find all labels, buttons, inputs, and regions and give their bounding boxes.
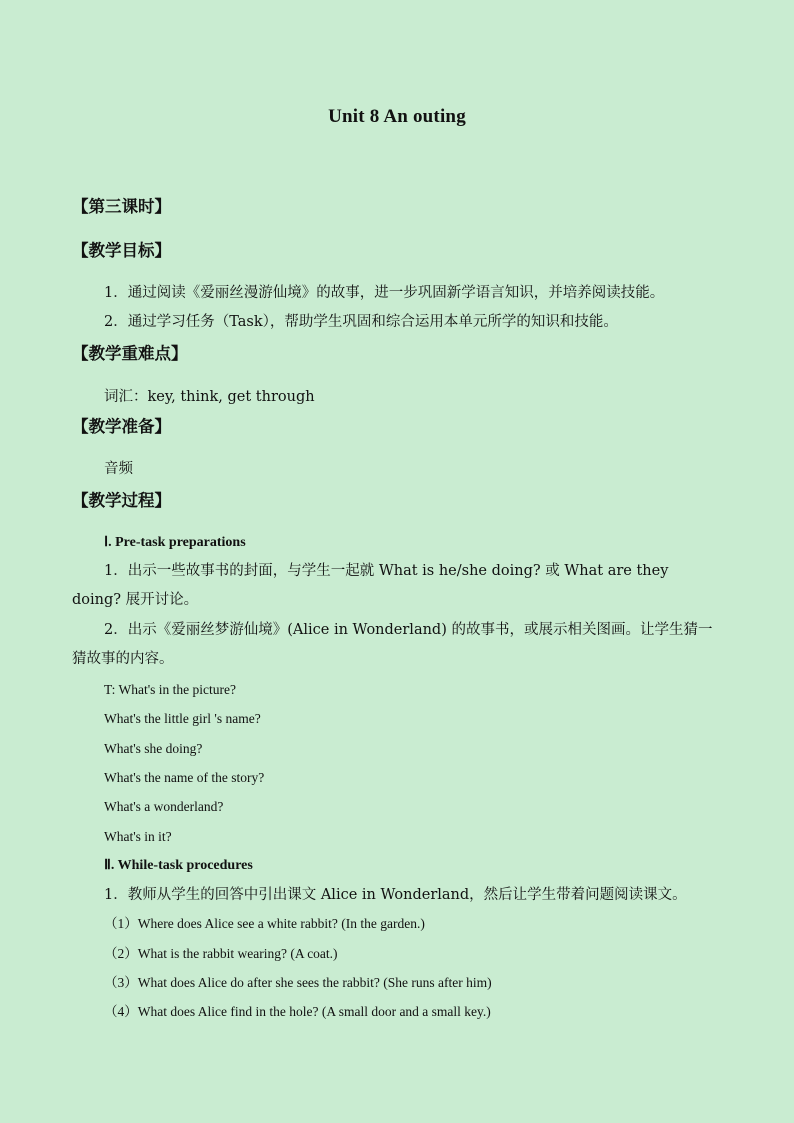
pre-task-heading: Ⅰ. Pre-task preparations xyxy=(104,535,246,550)
pre-task-item-2: 2．出示《爱丽丝梦游仙境》(Alice in Wonderland) 的故事书，或展示相关图画。让学生猜一猜故事的内容。 xyxy=(72,622,713,667)
heading-lesson: 【第三课时】 xyxy=(72,197,171,216)
pre-task-question: What's a wonderland? xyxy=(104,799,224,814)
pre-task-question: What's in it? xyxy=(104,829,172,844)
while-task-heading: Ⅱ. While-task procedures xyxy=(104,858,253,873)
pre-task-question: T: What's in the picture? xyxy=(104,682,236,697)
objective-item-2: 2．通过学习任务（Task），帮助学生巩固和综合运用本单元所学的知识和技能。 xyxy=(104,314,618,330)
heading-preparation: 【教学准备】 xyxy=(72,417,171,436)
while-task-question: （4）What does Alice find in the hole? (A small door and a small key.) xyxy=(104,1004,491,1019)
preparation-text: 音频 xyxy=(104,461,133,477)
while-task-question: （3）What does Alice do after she sees the rabbit? (She runs after him) xyxy=(104,975,492,990)
pre-task-question: What's the little girl 's name? xyxy=(104,711,261,726)
heading-key-points: 【教学重难点】 xyxy=(72,344,188,363)
while-task-question: （1）Where does Alice see a white rabbit? (In the garden.) xyxy=(104,916,425,931)
pre-task-question: What's she doing? xyxy=(104,741,203,756)
objective-item-1: 1．通过阅读《爱丽丝漫游仙境》的故事，进一步巩固新学语言知识，并培养阅读技能。 xyxy=(104,285,665,301)
while-task-item-1: 1．教师从学生的回答中引出课文 Alice in Wonderland，然后让学生带着问题阅读课文。 xyxy=(104,887,687,903)
pre-task-question: What's the name of the story? xyxy=(104,770,265,785)
heading-objectives: 【教学目标】 xyxy=(72,241,171,260)
heading-process: 【教学过程】 xyxy=(72,491,171,510)
document-title: Unit 8 An outing xyxy=(328,106,466,127)
key-points-text: 词汇：key, think, get through xyxy=(104,389,315,405)
pre-task-item-1: 1．出示一些故事书的封面，与学生一起就 What is he/she doing? 或 What are they doing? 展开讨论。 xyxy=(72,563,669,608)
while-task-question: （2）What is the rabbit wearing? (A coat.) xyxy=(104,946,338,961)
